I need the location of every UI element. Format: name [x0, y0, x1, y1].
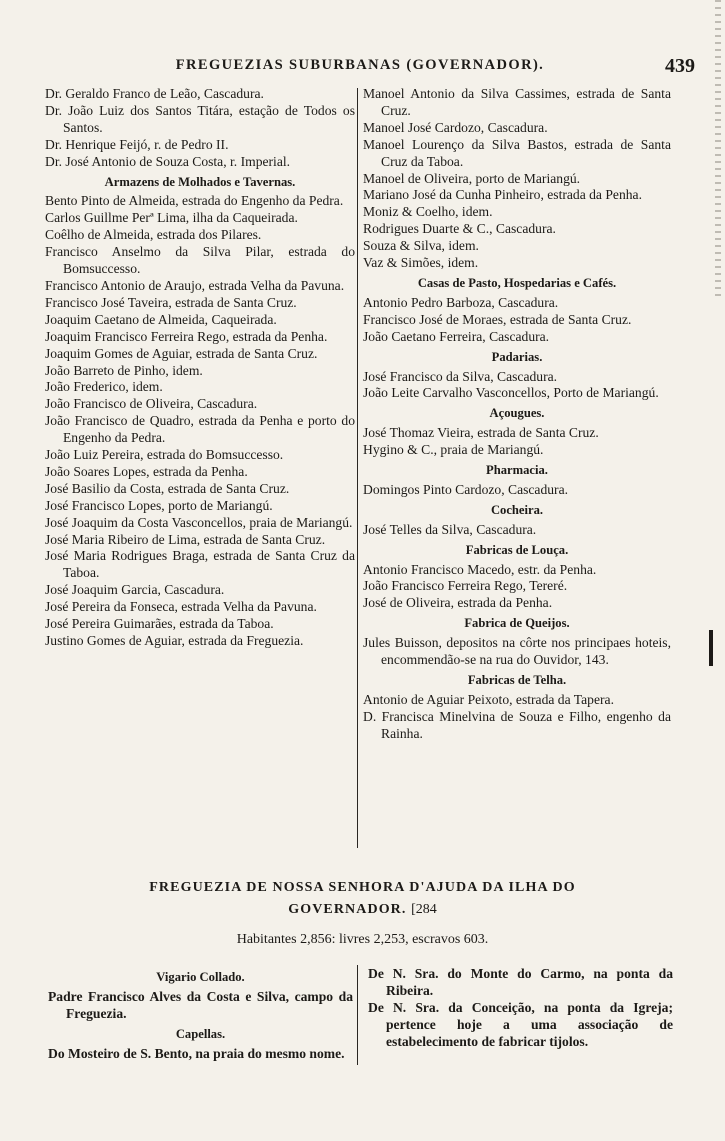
list-item: João Francisco de Oliveira, Cascadura.: [45, 396, 258, 412]
list-item: Rodrigues Duarte & C., Cascadura.: [363, 221, 556, 237]
list-item: Justino Gomes de Aguiar, estrada da Freguezia.: [45, 633, 304, 648]
heading-pharmacia: Pharmacia.: [486, 463, 548, 478]
list-item: Manoel Antonio da Silva Cassimes, estrada de Santa Cruz.: [363, 86, 671, 118]
section-title: [55, 877, 670, 921]
list-item: Francisco José Taveira, estrada de Santa Cruz.: [45, 294, 297, 310]
list-item: Joaquim Francisco Ferreira Rego, estrada da Penha.: [45, 328, 328, 344]
list-item: João Luiz Pereira, estrada do Bomsuccesso.: [45, 447, 284, 463]
list-item: Vaz & Simões, idem.: [363, 255, 479, 271]
list-item: Domingos Pinto Cardozo, Cascadura.: [363, 481, 569, 497]
list-item: Dr. João Luiz dos Santos Titára, estação de Todos os Santos.: [45, 102, 355, 135]
right-column: [363, 86, 671, 743]
population-line: Habitantes 2,856: livres 2,253, escravos 603.: [236, 932, 489, 947]
list-item: De N. Sra. do Monte do Carmo, na ponta da Ribeira.: [368, 966, 673, 998]
section-title-text: GOVERNADOR.: [288, 902, 407, 917]
list-item: Joaquim Gomes de Aguiar, estrada de Santa Cruz.: [45, 345, 318, 361]
list-item: D. Francisca Minelvina de Souza e Filho, engenho da Rainha.: [363, 708, 671, 741]
heading-casas-de-pasto: Casas de Pasto, Hospedarias e Cafés.: [417, 275, 617, 290]
list-item: Carlos Guillme Perª Lima, ilha da Caqueirada.: [45, 210, 298, 226]
heading-acougues: Açougues.: [489, 406, 545, 421]
list-item: Jules Buisson, depositos na côrte nos principaes hoteis, encommendão-se na rua do Ouvidor, 143.: [363, 635, 671, 668]
list-item: Hygino & C., praia de Mariangú.: [363, 442, 544, 458]
list-item: José Basilio da Costa, estrada de Santa Cruz.: [45, 480, 290, 496]
binding-edge: [715, 0, 721, 300]
list-item: José Pereira Guimarães, estrada da Taboa.: [45, 616, 274, 632]
list-item: Manoel José Cardozo, Cascadura.: [363, 119, 548, 135]
list-item: João Barreto de Pinho, idem.: [45, 362, 203, 378]
column-rule-lower: [357, 965, 358, 1065]
list-item: Dr. Geraldo Franco de Leão, Cascadura.: [45, 86, 264, 101]
lower-right-column: [368, 966, 673, 1051]
list-item: Mariano José da Cunha Pinheiro, estrada da Penha.: [363, 187, 642, 203]
list-item: Padre Francisco Alves da Costa e Silva, campo da Freguezia.: [48, 988, 353, 1021]
list-item: José Francisco da Silva, Cascadura.: [363, 368, 558, 384]
margin-mark: [709, 630, 713, 666]
list-item: José Maria Rodrigues Braga, estrada de Santa Cruz da Taboa.: [45, 548, 355, 581]
list-item: Antonio Pedro Barboza, Cascadura.: [363, 294, 559, 310]
armazens-list: [45, 193, 355, 649]
list-item: José Pereira da Fonseca, estrada Velha da Pavuna.: [45, 599, 317, 615]
list-item: Dr. José Antonio de Souza Costa, r. Imperial.: [45, 153, 291, 169]
list-item: Antonio de Aguiar Peixoto, estrada da Tapera.: [363, 691, 614, 707]
heading-fabricas-de-telha: Fabricas de Telha.: [467, 673, 567, 687]
running-head: FREGUEZIAS SUBURBANAS (GOVERNADOR).: [175, 57, 545, 73]
list-item: Francisco José de Moraes, estrada de Santa Cruz.: [363, 311, 632, 327]
section-title-line1: FREGUEZIA DE NOSSA SENHORA D'AJUDA DA ILHA DO: [149, 880, 576, 895]
left-column: [45, 86, 355, 650]
list-item: João Francisco de Quadro, estrada da Penha e porto do Engenho da Pedra.: [45, 413, 355, 446]
page-number: 439: [665, 55, 695, 77]
list-item: Bento Pinto de Almeida, estrada do Engenho da Pedra.: [45, 193, 344, 209]
armazens-continued-list: [363, 86, 671, 272]
list-item: José Thomaz Vieira, estrada de Santa Cruz.: [363, 425, 599, 441]
heading-padarias: Padarias.: [491, 349, 543, 364]
list-item: Joaquim Caetano de Almeida, Caqueirada.: [45, 311, 277, 327]
list-item: Moniz & Coelho, idem.: [363, 204, 493, 220]
column-rule: [357, 88, 358, 848]
list-item: João Frederico, idem.: [45, 379, 163, 395]
list-item: José Francisco Lopes, porto de Mariangú.: [45, 497, 273, 513]
list-item: Francisco Anselmo da Silva Pilar, estrada do Bomsuccesso.: [45, 244, 355, 277]
lower-left-column: [48, 966, 353, 1063]
heading-fabrica-de-queijos: Fabrica de Queijos.: [464, 616, 570, 631]
list-item: Do Mosteiro de S. Bento, na praia do mesmo nome.: [48, 1045, 345, 1061]
doctors-list: [45, 86, 355, 171]
list-item: Manoel Lourenço da Silva Bastos, estrada de Santa Cruz da Taboa.: [363, 136, 671, 169]
list-item: José Telles da Silva, Cascadura.: [363, 521, 537, 537]
list-item: Manoel de Oliveira, porto de Mariangú.: [363, 170, 581, 186]
list-item: Souza & Silva, idem.: [363, 238, 479, 254]
list-item: João Caetano Ferreira, Cascadura.: [363, 328, 550, 344]
list-item: José Joaquim da Costa Vasconcellos, praia de Mariangú.: [45, 514, 353, 530]
list-item: Antonio Francisco Macedo, estr. da Penha.: [363, 561, 597, 577]
heading-capellas: Capellas.: [175, 1026, 226, 1041]
list-item: Coêlho de Almeida, estrada dos Pilares.: [45, 227, 262, 243]
list-item: Dr. Henrique Feijó, r. de Pedro II.: [45, 136, 229, 152]
list-item: De N. Sra. da Conceição, na ponta da Igreja; pertence hoje a uma associação de estabelecimento de fabricar tijolos.: [368, 999, 673, 1049]
list-item: Francisco Antonio de Araujo, estrada Velha da Pavuna.: [45, 277, 345, 293]
heading-armazens: Armazens de Molhados e Tavernas.: [104, 174, 296, 189]
list-item: José Maria Ribeiro de Lima, estrada de Santa Cruz.: [45, 531, 326, 547]
list-item: João Leite Carvalho Vasconcellos, Porto de Mariangú.: [363, 385, 659, 401]
list-item: José de Oliveira, estrada da Penha.: [363, 595, 553, 611]
heading-cocheira: Cocheira.: [490, 502, 544, 517]
heading-vigario: Vigario Collado.: [156, 970, 245, 984]
list-item: José Joaquim Garcia, Cascadura.: [45, 582, 225, 598]
section-title-note: [284: [411, 902, 437, 917]
section-title-line2: [55, 899, 670, 921]
heading-fabricas-de-louca: Fabricas de Louça.: [465, 542, 569, 557]
list-item: João Francisco Ferreira Rego, Tereré.: [363, 578, 568, 594]
list-item: João Soares Lopes, estrada da Penha.: [45, 463, 248, 479]
